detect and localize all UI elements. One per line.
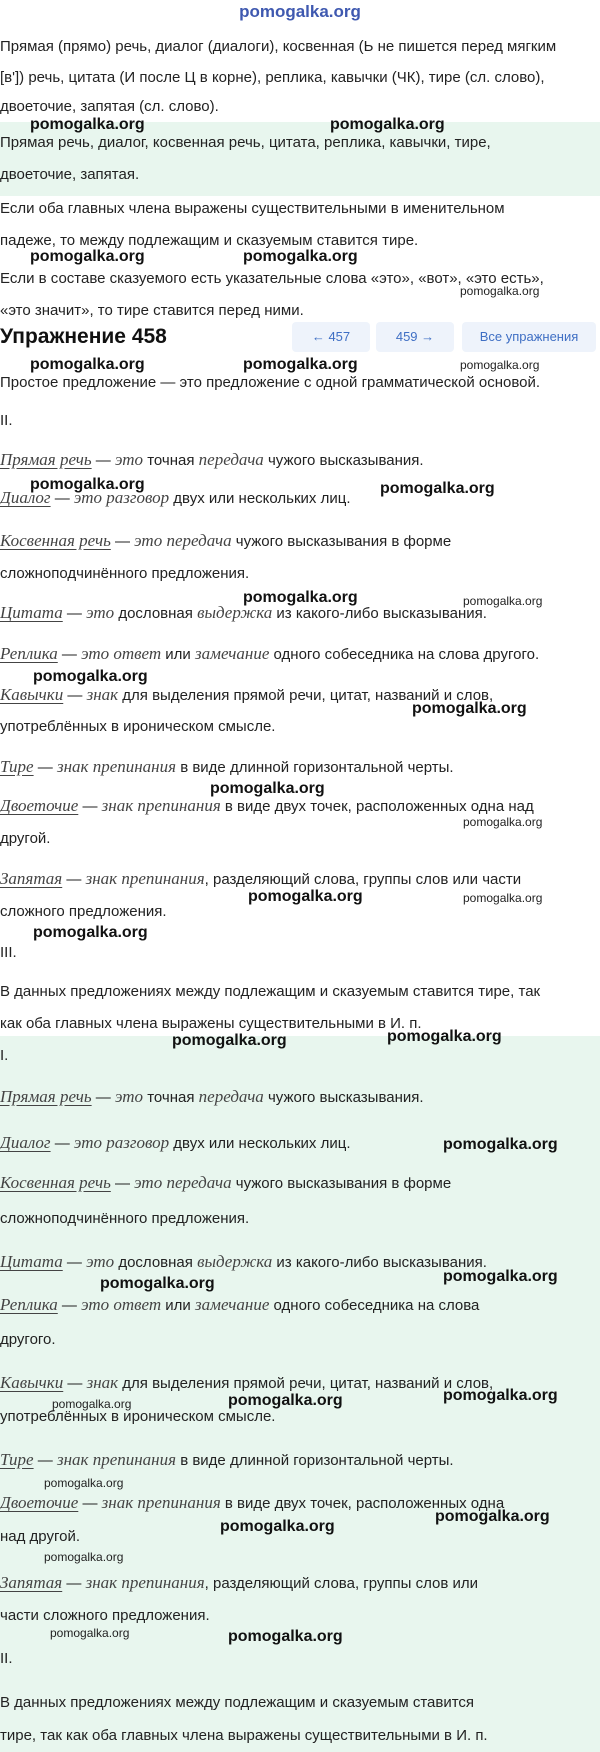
intro-line-3: двоеточие, запятая (сл. слово). xyxy=(0,98,219,115)
intro-line-1: Прямая (прямо) речь, диалог (диалоги), косвенная (Ь не пишется перед мягким xyxy=(0,38,557,55)
conclusion-line-2: как оба главных члена выражены существительными в И. п. xyxy=(0,1015,422,1032)
answer-definition-9-cont: части сложного предложения. xyxy=(0,1607,210,1624)
answer-part-2-label: II. xyxy=(0,1650,13,1667)
answer-definition-5: Реплика — это ответ или замечание одного собеседника на слова xyxy=(0,1296,596,1314)
watermark: pomogalka.org xyxy=(243,356,358,373)
watermark: pomogalka.org xyxy=(50,1626,130,1640)
definition-9: Запятая — знак препинания, разделяющий слова, группы слов или части xyxy=(0,870,596,888)
watermark: pomogalka.org xyxy=(33,668,148,685)
answer-part-1-label: I. xyxy=(0,1047,9,1064)
watermark: pomogalka.org xyxy=(210,780,325,797)
watermark: pomogalka.org xyxy=(172,1032,287,1049)
rule-2-line-2: «это значит», то тире ставится перед ними. xyxy=(0,302,304,319)
definition-3: Косвенная речь — это передача чужого высказывания в форме xyxy=(0,532,596,550)
answer-definition-4: Цитата — это дословная выдержка из какого-либо высказывания. xyxy=(0,1253,596,1271)
prev-exercise-button[interactable]: ← 457 xyxy=(292,322,370,352)
part-3-label: III. xyxy=(0,944,17,961)
watermark: pomogalka.org xyxy=(228,1628,343,1645)
all-exercises-button[interactable]: Все упражнения xyxy=(462,322,596,352)
watermark: pomogalka.org xyxy=(435,1508,550,1525)
watermark: pomogalka.org xyxy=(460,358,540,372)
answer-definition-2: Диалог — это разговор двух или нескольких лиц. xyxy=(0,1134,596,1152)
predicate-link: это xyxy=(115,451,143,469)
subject: Прямая речь xyxy=(0,451,92,469)
watermark: pomogalka.org xyxy=(243,248,358,265)
watermark: pomogalka.org xyxy=(44,1476,124,1490)
answer-conclusion-line-1: В данных предложениях между подлежащим и сказуемым ставится xyxy=(0,1694,475,1711)
watermark: pomogalka.org xyxy=(330,116,445,133)
watermark: pomogalka.org xyxy=(30,476,145,493)
watermark: pomogalka.org xyxy=(30,248,145,265)
task-text: Простое предложение — это предложение с одной грамматической основой. xyxy=(0,374,541,391)
watermark: pomogalka.org xyxy=(228,1392,343,1409)
answer-definition-6: Кавычки — знак для выделения прямой речи, цитат, названий и слов, xyxy=(0,1374,596,1392)
watermark: pomogalka.org xyxy=(412,700,527,717)
watermark: pomogalka.org xyxy=(33,924,148,941)
definition-2: Диалог — это разговор двух или нескольких лиц. xyxy=(0,489,596,507)
definition-5: Реплика — это ответ или замечание одного собеседника на слова другого. xyxy=(0,645,596,663)
watermark: pomogalka.org xyxy=(30,116,145,133)
watermark: pomogalka.org xyxy=(380,480,495,497)
answer-definition-8-cont: над другой. xyxy=(0,1528,81,1545)
definition-7: Тире — знак препинания в виде длинной горизонтальной черты. xyxy=(0,758,596,776)
site-title[interactable]: pomogalka.org xyxy=(239,2,361,21)
answer-definition-5-cont: другого. xyxy=(0,1331,56,1348)
answer-conclusion-line-2: тире, так как оба главных члена выражены существительными в И. п. xyxy=(0,1727,488,1744)
rule-1-line-1: Если оба главных члена выражены существительными в именительном xyxy=(0,200,505,217)
watermark: pomogalka.org xyxy=(387,1028,502,1045)
rule-1-line-2: падеже, то между подлежащим и сказуемым ставится тире. xyxy=(0,232,419,249)
part-2-label: II. xyxy=(0,412,13,429)
watermark: pomogalka.org xyxy=(443,1387,558,1404)
conclusion-line-1: В данных предложениях между подлежащим и сказуемым ставится тире, так xyxy=(0,983,541,1000)
answer-definition-8: Двоеточие — знак препинания в виде двух точек, расположенных одна xyxy=(0,1494,596,1512)
answer-words-line-1: Прямая речь, диалог, косвенная речь, цитата, реплика, кавычки, тире, xyxy=(0,134,491,151)
watermark: pomogalka.org xyxy=(463,815,543,829)
intro-line-2: [в']) речь, цитата (И после Ц в корне), реплика, кавычки (ЧК), тире (сл. слово), xyxy=(0,69,545,86)
watermark: pomogalka.org xyxy=(220,1518,335,1535)
watermark: pomogalka.org xyxy=(52,1397,132,1411)
definition-8-cont: другой. xyxy=(0,830,51,847)
answer-definition-9: Запятая — знак препинания, разделяющий слова, группы слов или xyxy=(0,1574,596,1592)
answer-definition-3-cont: сложноподчинённого предложения. xyxy=(0,1210,250,1227)
answer-words-line-2: двоеточие, запятая. xyxy=(0,166,140,183)
watermark: pomogalka.org xyxy=(460,284,540,298)
predicate: передача xyxy=(199,451,264,469)
watermark: pomogalka.org xyxy=(44,1550,124,1564)
answer-definition-6-cont: употреблённых в ироническом смысле. xyxy=(0,1408,276,1425)
answer-definition-1: Прямая речь — это точная передача чужого высказывания. xyxy=(0,1088,596,1106)
watermark: pomogalka.org xyxy=(30,356,145,373)
watermark: pomogalka.org xyxy=(248,888,363,905)
answer-definition-7: Тире — знак препинания в виде длинной горизонтальной черты. xyxy=(0,1451,596,1469)
watermark: pomogalka.org xyxy=(443,1268,558,1285)
next-exercise-button[interactable]: 459 → xyxy=(376,322,454,352)
definition-3-cont: сложноподчинённого предложения. xyxy=(0,565,250,582)
definition-8: Двоеточие — знак препинания в виде двух точек, расположенных одна над xyxy=(0,797,596,815)
definition-6-cont: употреблённых в ироническом смысле. xyxy=(0,718,276,735)
definition-9-cont: сложного предложения. xyxy=(0,903,167,920)
watermark: pomogalka.org xyxy=(463,594,543,608)
watermark: pomogalka.org xyxy=(463,891,543,905)
answer-definition-3: Косвенная речь — это передача чужого высказывания в форме xyxy=(0,1174,596,1192)
exercise-title: Упражнение 458 xyxy=(0,325,167,348)
rule-2-line-1: Если в составе сказуемого есть указательные слова «это», «вот», «это есть», xyxy=(0,270,544,287)
watermark: pomogalka.org xyxy=(243,589,358,606)
definition-1: Прямая речь — это точная передача чужого высказывания. xyxy=(0,451,596,469)
watermark: pomogalka.org xyxy=(443,1136,558,1153)
definition-4: Цитата — это дословная выдержка из какого-либо высказывания. xyxy=(0,604,596,622)
definition-6: Кавычки — знак для выделения прямой речи, цитат, названий и слов, xyxy=(0,686,596,704)
watermark: pomogalka.org xyxy=(100,1275,215,1292)
